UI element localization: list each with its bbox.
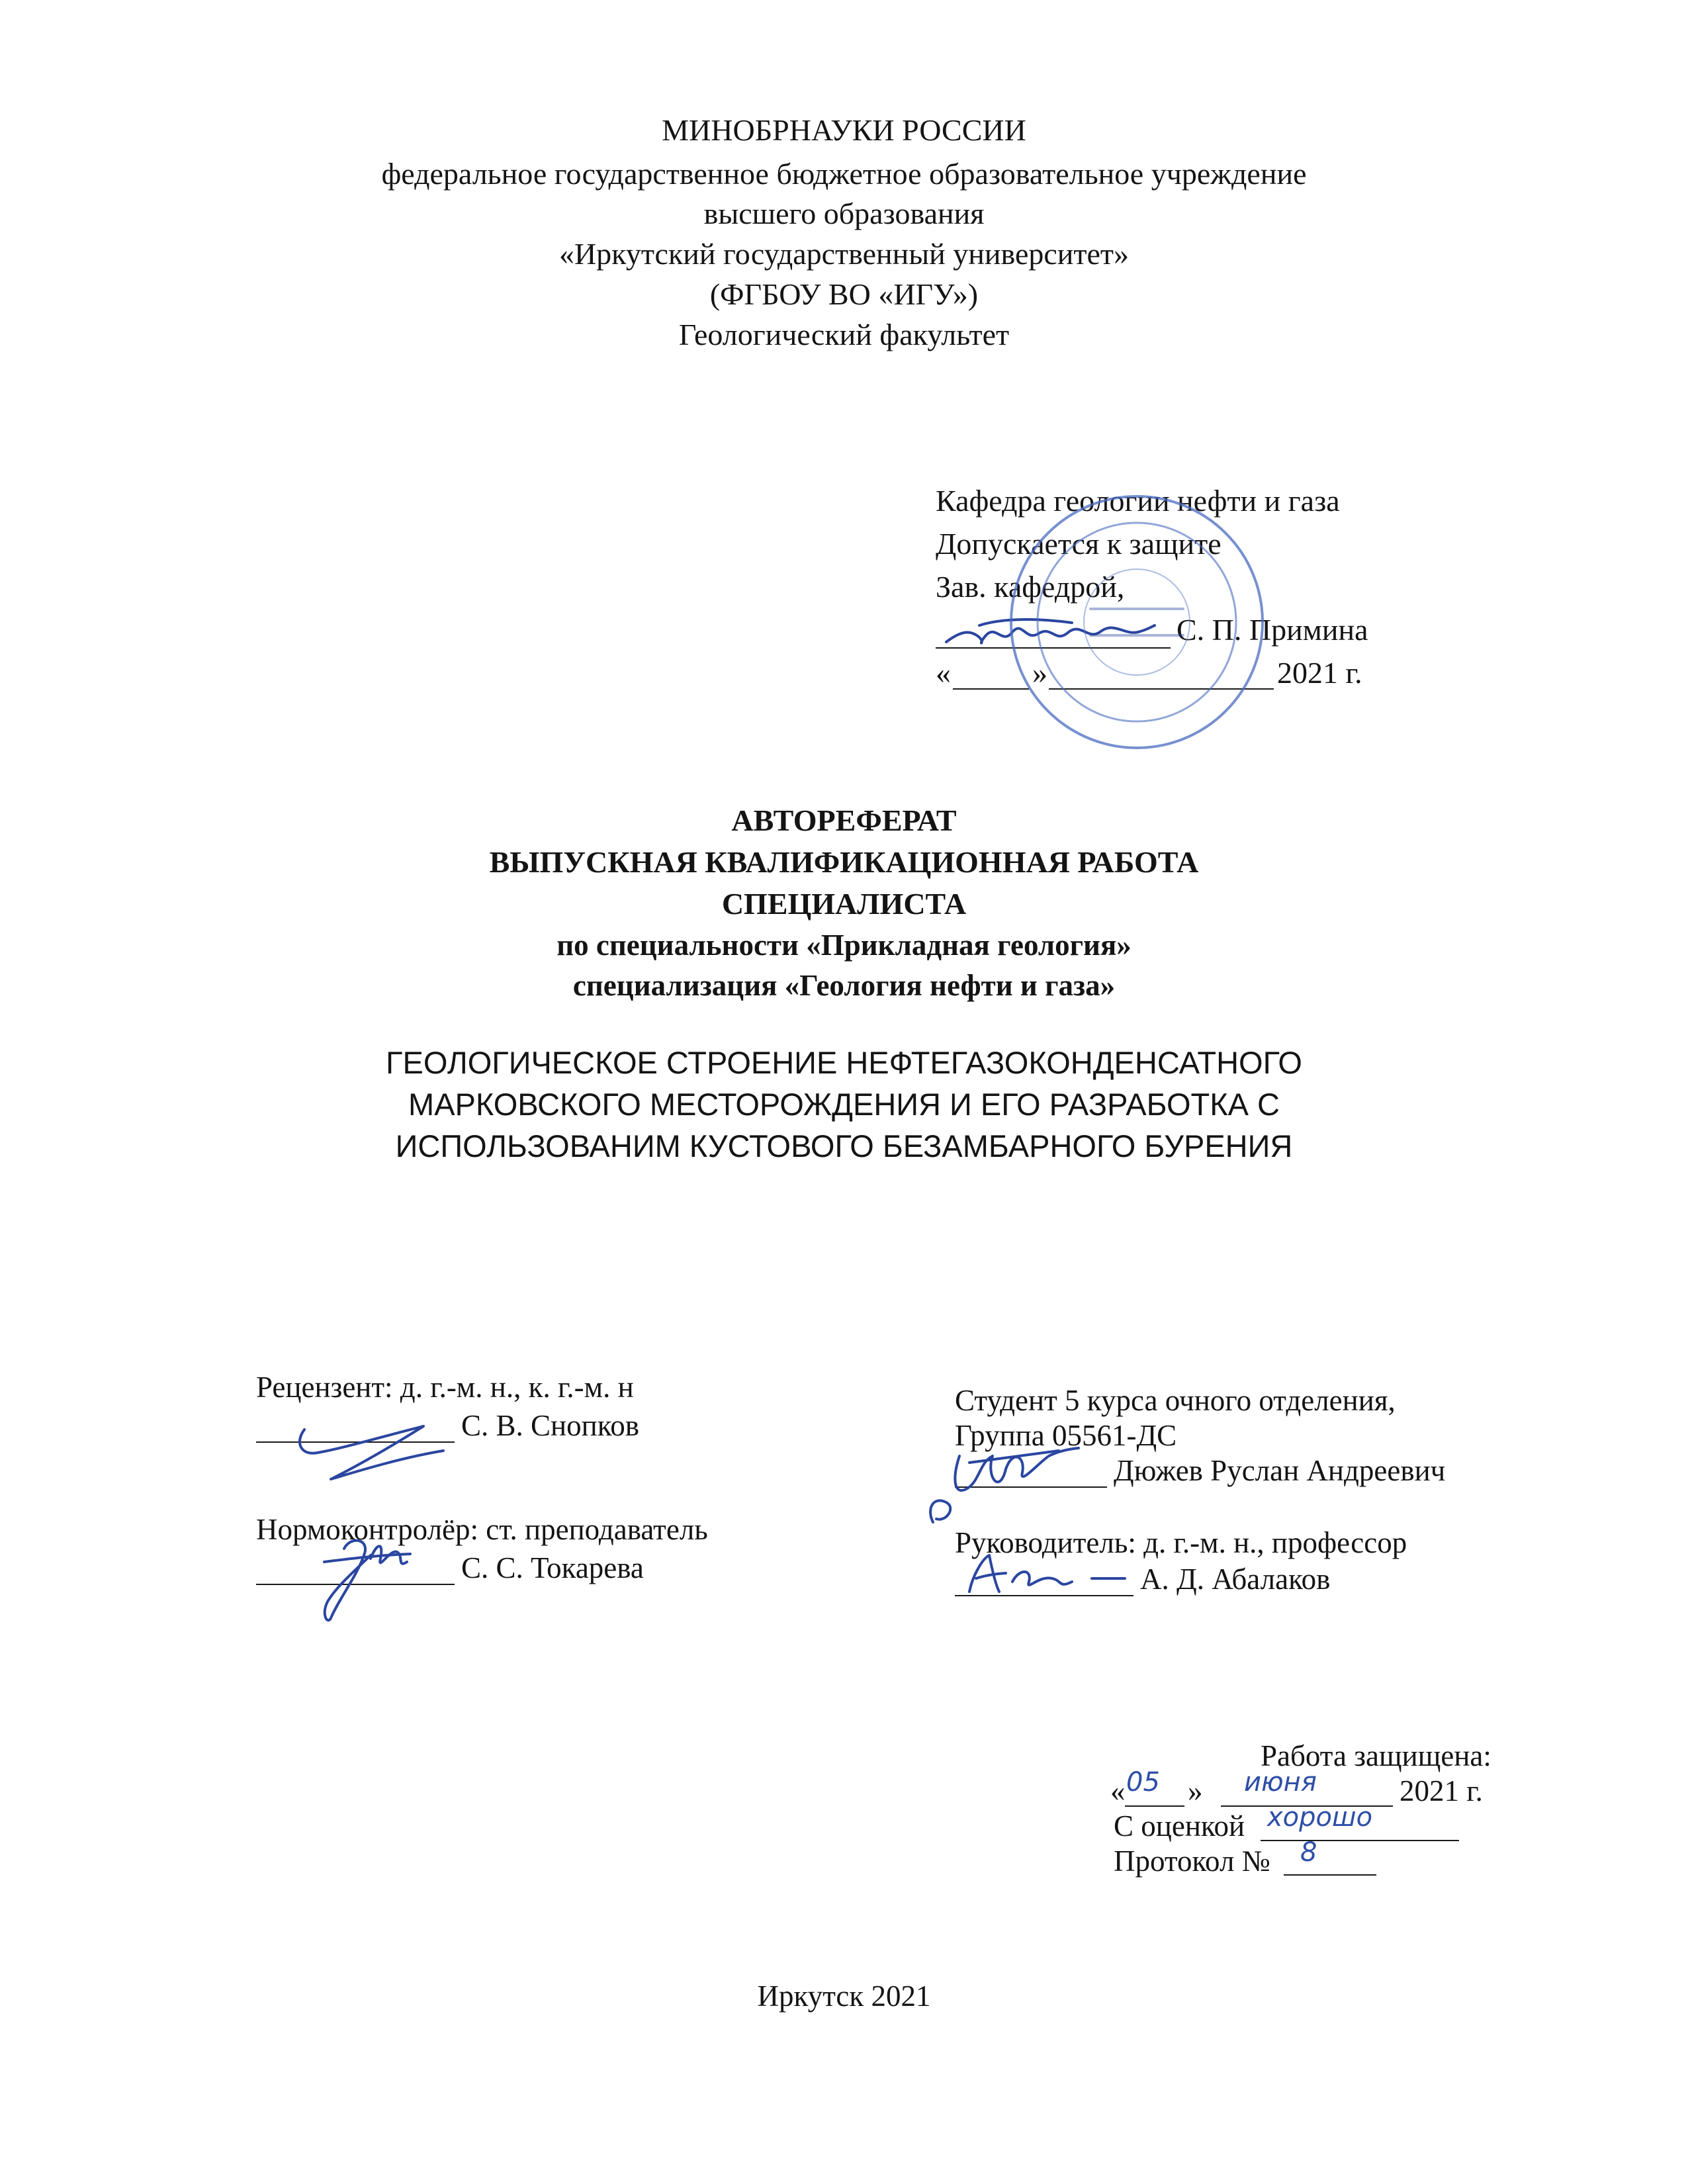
head-name: С. П. Примина	[1177, 613, 1368, 647]
defense-date-open-quote: «	[1110, 1774, 1126, 1807]
institution-line-1: федеральное государственное бюджетное образовательное учреждение	[381, 157, 1307, 191]
protocol-line	[1284, 1874, 1376, 1876]
defense-day: 05	[1126, 1767, 1160, 1797]
reviewer-label: Рецензент: д. г.-м. н., к. г.-м. н	[256, 1371, 634, 1404]
defense-label: Работа защищена:	[1261, 1739, 1491, 1772]
work-type-2: ВЫПУСКНАЯ КВАЛИФИКАЦИОННАЯ РАБОТА	[489, 845, 1199, 879]
reviewer-name: С. В. Снопков	[461, 1409, 640, 1442]
work-type-3: СПЕЦИАЛИСТА	[721, 887, 967, 921]
student-group: Группа 05561-ДС	[955, 1419, 1177, 1452]
institution-line-2: высшего образования	[703, 197, 985, 230]
student-signature	[907, 1423, 1118, 1535]
specialty: по специальности «Прикладная геология»	[556, 929, 1132, 962]
supervisor-signature	[959, 1542, 1145, 1602]
admitted-label: Допускается к защите	[936, 527, 1222, 561]
protocol-number: 8	[1300, 1837, 1317, 1868]
defense-date-close-quote: »	[1188, 1774, 1203, 1807]
approval-date-close-quote: »	[1032, 656, 1047, 690]
head-label: Зав. кафедрой,	[936, 570, 1125, 604]
university-name: «Иркутский государственный университет»	[558, 237, 1130, 271]
reviewer-signature	[291, 1416, 463, 1496]
work-type-1: АВТОРЕФЕРАТ	[731, 803, 957, 837]
student-name: Дюжев Руслан Андреевич	[1114, 1454, 1446, 1487]
ministry: МИНОБРНАУКИ РОССИИ	[662, 113, 1026, 147]
topic-line-1: ГЕОЛОГИЧЕСКОЕ СТРОЕНИЕ НЕФТЕГАЗОКОНДЕНСАТНОГО	[386, 1045, 1302, 1080]
student-label: Студент 5 курса очного отделения,	[955, 1384, 1396, 1417]
topic-line-2: МАРКОВСКОГО МЕСТОРОЖДЕНИЯ И ЕГО РАЗРАБОТКА С	[408, 1087, 1280, 1122]
approval-year: 2021 г.	[1277, 656, 1362, 690]
defense-month: июня	[1244, 1767, 1317, 1797]
grade-line	[1261, 1840, 1459, 1841]
supervisor-label: Руководитель: д. г.-м. н., профессор	[955, 1526, 1407, 1559]
city-year: Иркутск 2021	[757, 1979, 931, 2013]
topic-line-3: ИСПОЛЬЗОВАНИМ КУСТОВОГО БЕЗАМБАРНОГО БУРЕНИЯ	[395, 1128, 1293, 1163]
normcontrol-label: Нормоконтролёр: ст. преподаватель	[256, 1513, 708, 1546]
department: Кафедра геологии нефти и газа	[936, 484, 1340, 518]
defense-day-line	[1125, 1805, 1184, 1807]
normcontrol-name: С. С. Токарева	[461, 1551, 644, 1584]
university-abbreviation: (ФГБОУ ВО «ИГУ»)	[709, 277, 979, 311]
grade-label: С оценкой	[1114, 1809, 1245, 1843]
specialization: специализация «Геология нефти и газа»	[572, 969, 1116, 1002]
defense-year: 2021 г.	[1399, 1774, 1483, 1807]
supervisor-name: А. Д. Абалаков	[1140, 1563, 1331, 1596]
grade-value: хорошо	[1267, 1802, 1373, 1833]
faculty: Геологический факультет	[678, 318, 1010, 351]
protocol-label: Протокол №	[1114, 1844, 1270, 1878]
approval-date-open-quote: «	[936, 656, 951, 690]
normcontrol-signature	[298, 1522, 430, 1628]
university-stamp	[1004, 490, 1269, 754]
